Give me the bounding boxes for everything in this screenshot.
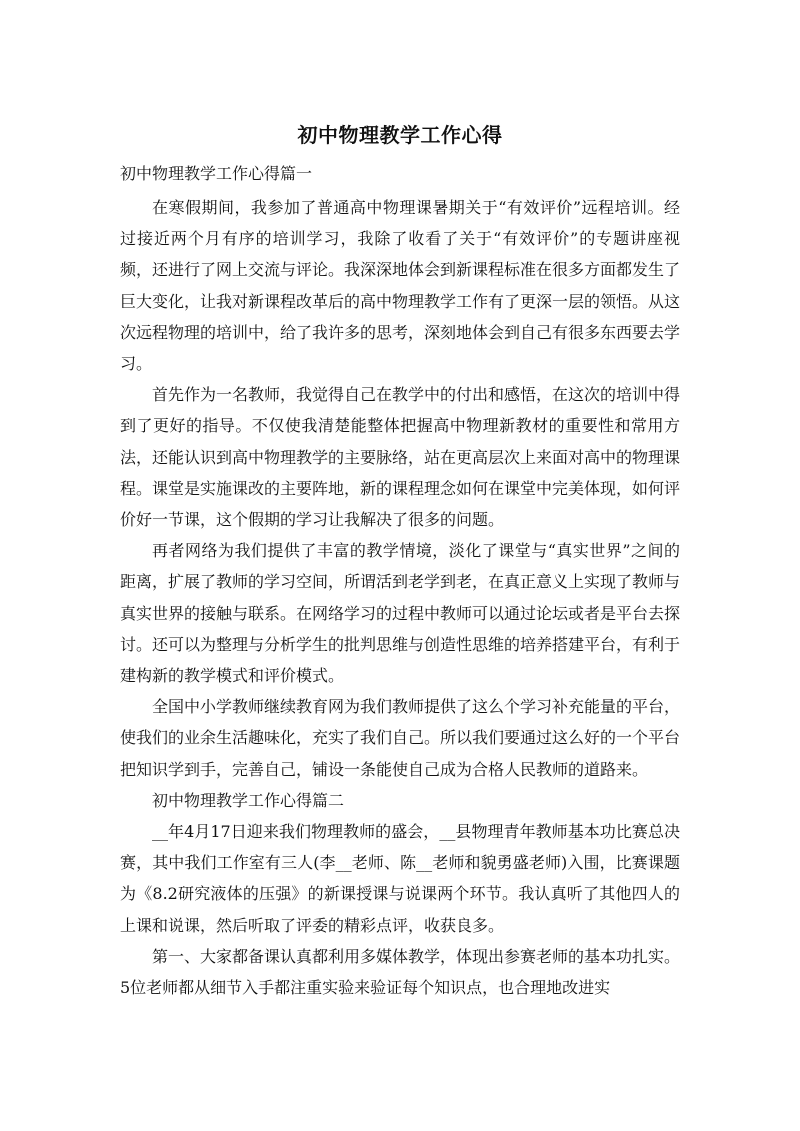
body-paragraph: 在寒假期间，我参加了普通高中物理课暑期关于“有效评价”远程培训。经过接近两个月有序的培训学习，我除了收看了关于“有效评价”的专题讲座视频，还进行了网上交流与评论。我深深地体会到新课程标准在很多方面都发生了巨大变化，让我对新课程改革后的高中物理教学工作有了更深一层的领悟。从这次远程物理的培训中，给了我许多的思考，深刻地体会到自己有很多东西要去学习。 (120, 198, 681, 374)
section-heading-part-two: 初中物理教学工作心得篇二 (152, 790, 345, 810)
body-paragraph: __年4月17日迎来我们物理教师的盛会，__县物理青年教师基本功比赛总决赛，其中我们工作室有三人(李__老师、陈__老师和貌勇盛老师)入围，比赛课题为《8.2研究液体的压强》的新课授课与说课两个环节。我认真听了其他四人的上课和说课，然后听取了评委的精彩点评，收获良多。 (120, 822, 680, 935)
body-paragraph: 再者网络为我们提供了丰富的教学情境，淡化了课堂与“真实世界”之间的距离，扩展了教师的学习空间，所谓活到老学到老，在真正意义上实现了教师与真实世界的接触与联系。在网络学习的过程中教师可以通过论坛或者是平台去探讨。还可以为整理与分析学生的批判思维与创造性思维的培养搭建平台，有利于建构新的教学模式和评价模式。 (120, 541, 681, 686)
body-paragraph: 全国中小学教师继续教育网为我们教师提供了这么个学习补充能量的平台，使我们的业余生活趣味化，充实了我们自己。所以我们要通过这么好的一个平台把知识学到手，完善自己，铺设一条能使自己成为合格人民教师的道路来。 (120, 697, 681, 779)
body-paragraph: 首先作为一名教师，我觉得自己在教学中的付出和感悟，在这次的培训中得到了更好的指导。不仅使我清楚能整体把握高中物理新教材的重要性和常用方法，还能认识到高中物理教学的主要脉络，站在更高层次上来面对高中的物理课程。课堂是实施课改的主要阵地，新的课程理念如何在课堂中完美体现，如何评价好一节课，这个假期的学习让我解决了很多的问题。 (120, 385, 681, 530)
section-heading-part-one: 初中物理教学工作心得篇一 (120, 164, 313, 183)
document-body (120, 192, 680, 1003)
document-title: 初中物理教学工作心得 (297, 123, 503, 147)
body-paragraph: 第一、大家都备课认真都利用多媒体教学，体现出参赛老师的基本功扎实。5位老师都从细节入手都注重实验来验证每个知识点，也合理地改进实 (120, 946, 681, 998)
